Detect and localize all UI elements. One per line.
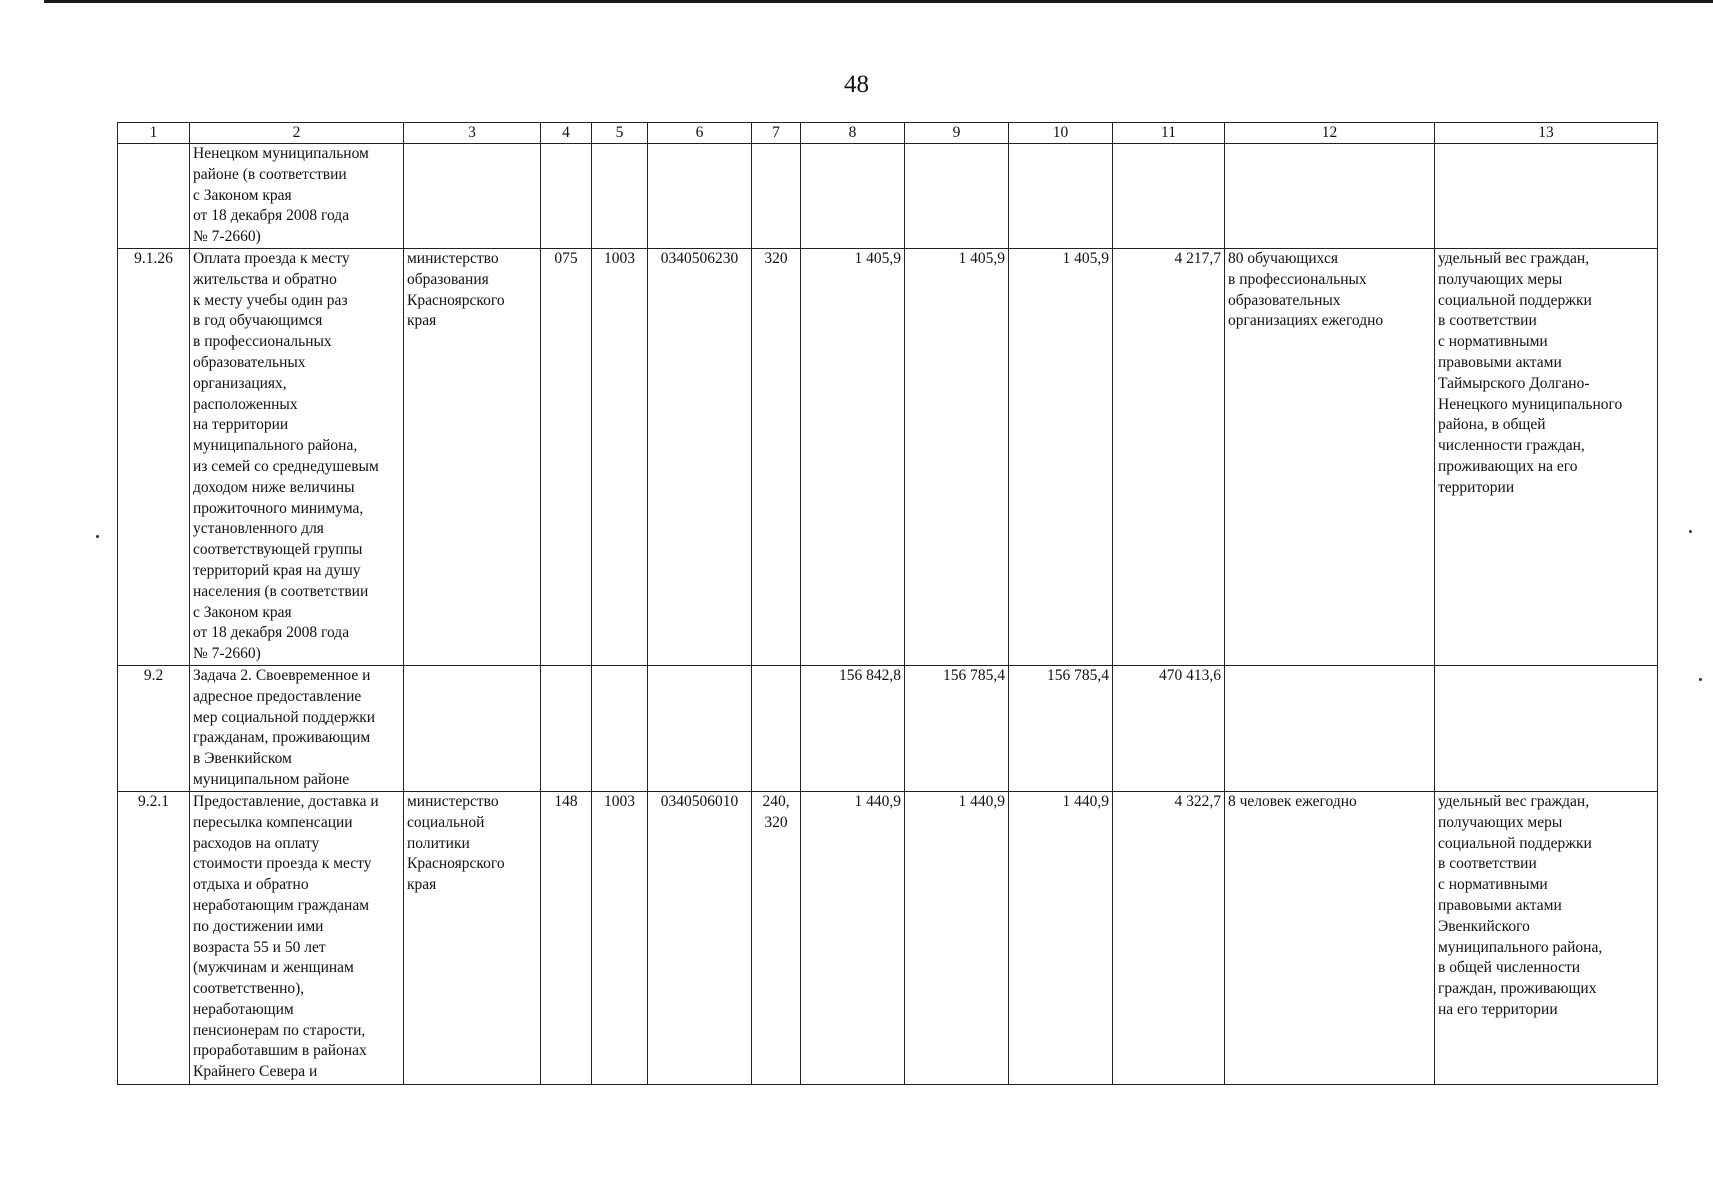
rzpr-code: 1003 bbox=[592, 791, 648, 1084]
amount-year-2 bbox=[905, 144, 1009, 249]
header-row bbox=[118, 123, 1658, 144]
amount-total: 470 413,6 bbox=[1113, 665, 1225, 791]
measure-name: Ненецком муниципальном районе (в соответствии с Законом края от 18 декабря 2008 года № 7-2660) bbox=[190, 144, 404, 249]
col-header-2: 2 bbox=[190, 123, 404, 144]
measure-name: Предоставление, доставка и пересылка компенсации расходов на оплату стоимости проезда к месту отдыха и обратно неработающим гражданам по достижении ими возраста 55 и 50 лет (мужчинам и женщинам соответственно), неработающим пенсионерам по старости, проработавшим в районах Крайнего Севера и bbox=[190, 791, 404, 1084]
col-header-8: 8 bbox=[801, 123, 905, 144]
budget-table bbox=[117, 122, 1658, 1085]
amount-year-1 bbox=[801, 144, 905, 249]
page-number: 48 bbox=[844, 71, 869, 98]
col-header-12: 12 bbox=[1225, 123, 1435, 144]
vr-code: 320 bbox=[752, 248, 801, 665]
rzpr-code bbox=[592, 144, 648, 249]
csr-code bbox=[648, 665, 752, 791]
vr-code: 240, 320 bbox=[752, 791, 801, 1084]
grbs-code: 075 bbox=[541, 248, 592, 665]
vr-code bbox=[752, 665, 801, 791]
row-number: 9.2 bbox=[118, 665, 190, 791]
amount-total bbox=[1113, 144, 1225, 249]
scan-speck bbox=[1699, 678, 1702, 681]
rzpr-code: 1003 bbox=[592, 248, 648, 665]
expected-result bbox=[1225, 144, 1435, 249]
grbs-code bbox=[541, 665, 592, 791]
measure-name: Оплата проезда к месту жительства и обратно к месту учебы один раз в год обучающимся в профессиональных образовательных организациях, расположенных на территории муниципального района, из семей со среднедушевым доходом ниже величины прожиточного минимума, установленного для соответствующей группы территорий края на душу населения (в соответствии с Законом края от 18 декабря 2008 года № 7-2660) bbox=[190, 248, 404, 665]
amount-total: 4 322,7 bbox=[1113, 791, 1225, 1084]
task-name: Задача 2. Своевременное и адресное предоставление мер социальной поддержки гражданам, проживающим в Эвенкийском муниципальном районе bbox=[190, 665, 404, 791]
grbs-code: 148 bbox=[541, 791, 592, 1084]
table-row bbox=[118, 791, 1658, 1084]
csr-code bbox=[648, 144, 752, 249]
col-header-6: 6 bbox=[648, 123, 752, 144]
amount-year-2: 1 440,9 bbox=[905, 791, 1009, 1084]
table-row bbox=[118, 248, 1658, 665]
amount-year-1: 156 842,8 bbox=[801, 665, 905, 791]
col-header-13: 13 bbox=[1435, 123, 1658, 144]
administrator: министерство образования Красноярского края bbox=[404, 248, 541, 665]
table-row bbox=[118, 665, 1658, 791]
administrator bbox=[404, 144, 541, 249]
amount-year-3 bbox=[1009, 144, 1113, 249]
indicator bbox=[1435, 144, 1658, 249]
amount-year-3: 1 405,9 bbox=[1009, 248, 1113, 665]
top-border-line bbox=[44, 0, 1713, 3]
amount-year-1: 1 440,9 bbox=[801, 791, 905, 1084]
row-number bbox=[118, 144, 190, 249]
grbs-code bbox=[541, 144, 592, 249]
col-header-5: 5 bbox=[592, 123, 648, 144]
scan-speck bbox=[1689, 530, 1692, 533]
amount-total: 4 217,7 bbox=[1113, 248, 1225, 665]
amount-year-2: 156 785,4 bbox=[905, 665, 1009, 791]
col-header-11: 11 bbox=[1113, 123, 1225, 144]
csr-code: 0340506010 bbox=[648, 791, 752, 1084]
col-header-3: 3 bbox=[404, 123, 541, 144]
administrator: министерство социальной политики Красноярского края bbox=[404, 791, 541, 1084]
col-header-10: 10 bbox=[1009, 123, 1113, 144]
scan-speck bbox=[96, 535, 99, 538]
administrator bbox=[404, 665, 541, 791]
table-row bbox=[118, 144, 1658, 249]
vr-code bbox=[752, 144, 801, 249]
indicator bbox=[1435, 665, 1658, 791]
amount-year-2: 1 405,9 bbox=[905, 248, 1009, 665]
amount-year-3: 1 440,9 bbox=[1009, 791, 1113, 1084]
expected-result: 8 человек ежегодно bbox=[1225, 791, 1435, 1084]
amount-year-1: 1 405,9 bbox=[801, 248, 905, 665]
rzpr-code bbox=[592, 665, 648, 791]
col-header-4: 4 bbox=[541, 123, 592, 144]
indicator: удельный вес граждан, получающих меры социальной поддержки в соответствии с нормативными правовыми актами Эвенкийского муниципального района, в общей численности граждан, проживающих на его территории bbox=[1435, 791, 1658, 1084]
indicator: удельный вес граждан, получающих меры социальной поддержки в соответствии с нормативными правовыми актами Таймырского Долгано- Ненецкого муниципального района, в общей численности граждан, проживающих на его территории bbox=[1435, 248, 1658, 665]
expected-result: 80 обучающихся в профессиональных образовательных организациях ежегодно bbox=[1225, 248, 1435, 665]
amount-year-3: 156 785,4 bbox=[1009, 665, 1113, 791]
csr-code: 0340506230 bbox=[648, 248, 752, 665]
row-number: 9.2.1 bbox=[118, 791, 190, 1084]
col-header-1: 1 bbox=[118, 123, 190, 144]
expected-result bbox=[1225, 665, 1435, 791]
col-header-7: 7 bbox=[752, 123, 801, 144]
row-number: 9.1.26 bbox=[118, 248, 190, 665]
col-header-9: 9 bbox=[905, 123, 1009, 144]
